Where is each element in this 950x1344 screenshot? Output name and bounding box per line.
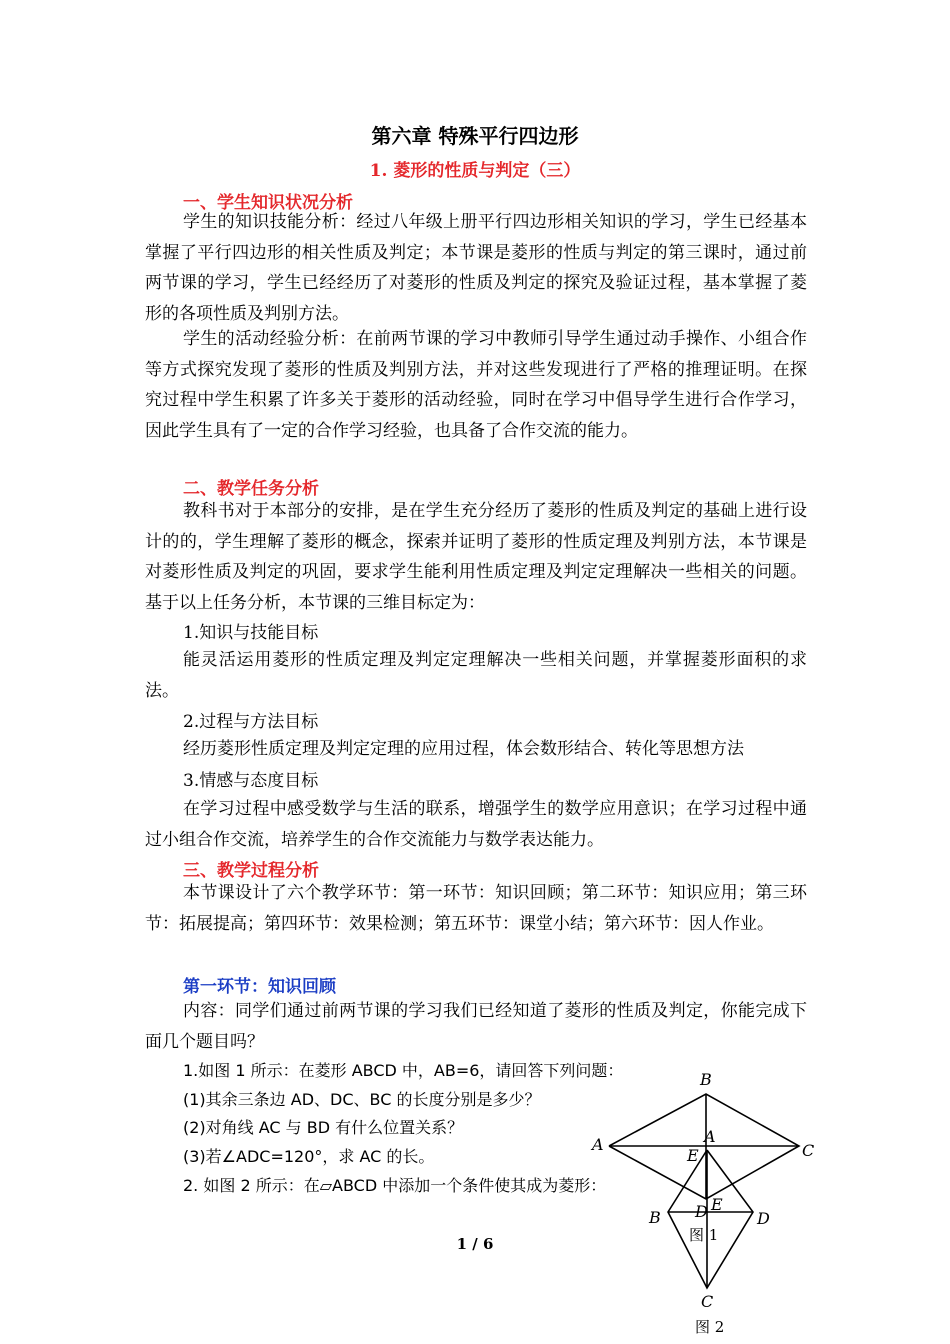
step-1-text: 内容：同学们通过前两节课的学习我们已经知道了菱形的性质及判定，你能完成下面几个题目吗？	[145, 1001, 807, 1052]
section-heading-3: 三、教学过程分析	[183, 861, 319, 881]
figure-2-parallelogram	[668, 1150, 753, 1288]
question-2: 2. 如图 2 所示：在▱ABCD 中添加一个条件使其成为菱形：	[183, 1176, 607, 1195]
question-1: 1.如图 1 所示：在菱形 ABCD 中，AB=6，请回答下列问题：	[183, 1061, 624, 1080]
goal-2-heading: 2.过程与方法目标	[183, 712, 319, 732]
section-heading-1: 一、学生知识状况分析	[183, 193, 353, 213]
goal-2-text: 经历菱形性质定理及判定定理的应用过程，体会数形结合、转化等思想方法	[183, 739, 744, 759]
question-1-part-1: (1)其余三条边 AD、DC、BC 的长度分别是多少？	[183, 1090, 541, 1109]
lesson-title: 1. 菱形的性质与判定（三）	[369, 161, 581, 181]
figure-1-label-d: D	[695, 1202, 708, 1221]
section-heading-2: 二、教学任务分析	[183, 479, 319, 499]
goal-1-heading: 1.知识与技能目标	[183, 623, 319, 643]
goal-3-text: 在学习过程中感受数学与生活的联系，增强学生的数学应用意识；在学习过程中通过小组合作交流，培养学生的合作交流能力与数学表达能力。	[145, 799, 807, 850]
figure-1-label-b: B	[700, 1070, 712, 1089]
figure-1-caption: 图 1	[689, 1226, 719, 1244]
paragraph-activity-experience: 学生的活动经验分析：在前两节课的学习中教师引导学生通过动手操作、小组合作等方式探究发现了菱形的性质及判别方法，并对这些发现进行了严格的推理证明。在探究过程中学生积累了许多关于菱形的活动经验，同时在学习中倡导学生进行合作学习，因此学生具有了一定的合作学习经验，也具备了合作交流的能力。	[145, 329, 807, 441]
figure-2-label-d: D	[757, 1209, 770, 1228]
goal-3-heading: 3.情感与态度目标	[183, 771, 319, 791]
figure-2-outline	[668, 1150, 753, 1288]
paragraph-task-analysis: 教科书对于本部分的安排，是在学生充分经历了菱形的性质及判定的基础上进行设计的的，学生理解了菱形的概念，探索并证明了菱形的性质定理及判别方法，本节课是对菱形性质及判定的巩固，要求学生能利用性质定理及判定定理解决一些相关的问题。基于以上任务分析，本节课的三维目标定为：	[145, 501, 807, 613]
question-1-part-3: (3)若∠ADC=120°，求 AC 的长。	[183, 1147, 435, 1166]
geometry-figures	[580, 1060, 830, 1344]
figure-2-label-c: C	[701, 1292, 714, 1311]
chapter-title: 第六章 特殊平行四边形	[371, 124, 579, 148]
paragraph-knowledge-skills: 学生的知识技能分析：经过八年级上册平行四边形相关知识的学习，学生已经基本掌握了平行四边形的相关性质及判定；本节课是菱形的性质与判定的第三课时，通过前两节课的学习，学生已经经历了对菱形的性质及判定的探究及验证过程，基本掌握了菱形的各项性质及判别方法。	[145, 212, 807, 324]
step-1-heading: 第一环节：知识回顾	[183, 977, 336, 997]
figure-1-label-a: A	[592, 1135, 604, 1154]
figure-2-label-a: A	[704, 1127, 716, 1146]
goal-1-text: 能灵活运用菱形的性质定理及判定定理解决一些相关问题，并掌握菱形面积的求法。	[145, 650, 807, 701]
question-1-part-2: (2)对角线 AC 与 BD 有什么位置关系？	[183, 1118, 464, 1137]
paragraph-process-analysis: 本节课设计了六个教学环节：第一环节：知识回顾；第二环节：知识应用；第三环节：拓展提高；第四环节：效果检测；第五环节：课堂小结；第六环节：因人作业。	[145, 883, 807, 934]
figure-1-label-e: E	[687, 1146, 699, 1165]
figure-2-label-e: E	[711, 1195, 723, 1214]
figure-1-rhombus	[609, 1094, 799, 1199]
figure-1-label-c: C	[802, 1141, 815, 1160]
figure-2-caption: 图 2	[695, 1318, 725, 1336]
figure-2-label-b: B	[649, 1208, 661, 1227]
page-number: 1 / 6	[456, 1235, 494, 1253]
